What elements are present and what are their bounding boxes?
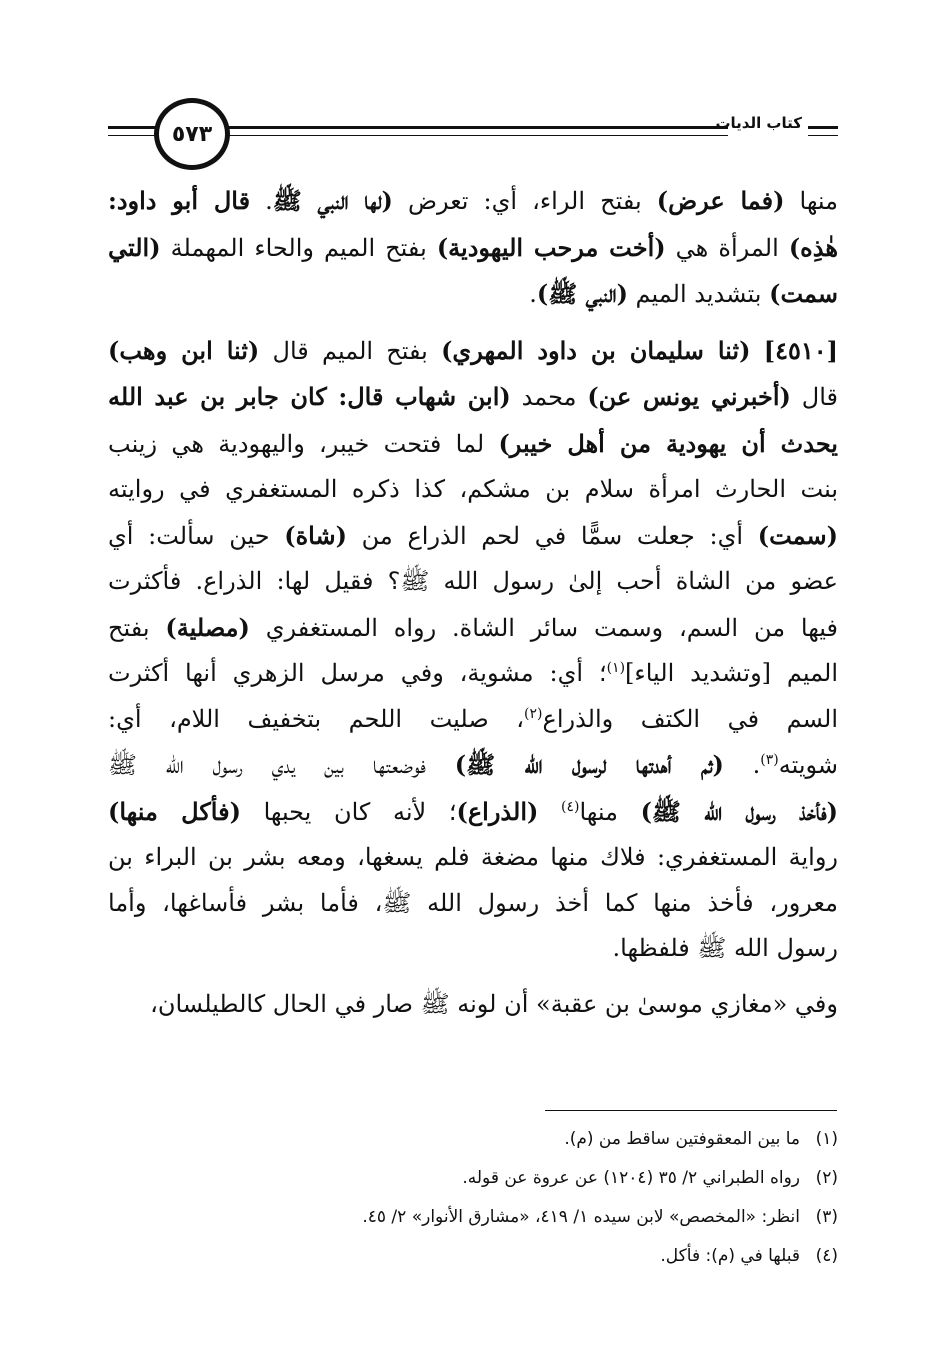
text-line: (فأخذ رسول الله ﷺ) منها$^{(٤)}$ (الذراع)؛ لأنه كان يحبها (فأكل منها) xyxy=(108,796,838,826)
main-text xyxy=(108,178,838,1027)
text-line: سمت) بتشديد الميم (النبي ﷺ). xyxy=(529,279,838,308)
footnote-text: انظر: «المخصص» لابن سيده ١/ ٤١٩، «مشارق الأنوار» ٢/ ٤٥. xyxy=(362,1207,800,1227)
text-line: (سمت) أي: جعلت سمًّا في لحم الذراع من (شاة) حين سألت: أي xyxy=(108,520,838,550)
text-line: قال (أخبرني يونس عن) محمد (ابن شهاب قال: كان جابر بن عبد الله xyxy=(108,382,838,411)
text-line: يحدث أن يهودية من أهل خيبر) لما فتحت خيبر، واليهودية هي زينب xyxy=(108,428,838,458)
text-line: رواية المستغفري: فلاك منها مضغة فلم يسغها، ومعه بشر بن البراء بن xyxy=(108,843,838,871)
text-line: شويته$^{(٣)}$. (ثم أهدتها لرسول الله ﷺ) فوضعتها بين يدي رسول الله ﷺ xyxy=(108,750,838,779)
text-line: السم في الكتف والذراع$^{(٢)}$، صليت اللحم بتخفيف اللام، أي: xyxy=(108,704,838,733)
footnote xyxy=(108,1198,838,1237)
footnote xyxy=(108,1159,838,1198)
text-line: بنت الحارث امرأة سلام بن مشكم، كذا ذكره المستغفري في روايته xyxy=(108,475,838,503)
paragraph-3 xyxy=(108,982,838,1028)
footnote-number: (١) xyxy=(815,1129,838,1149)
footnote xyxy=(108,1120,838,1159)
text-line: رسول الله ﷺ فلفظها. xyxy=(612,934,838,962)
text-line: وفي «مغازي موسىٰ بن عقبة» أن لونه ﷺ صار في الحال كالطيلسان، xyxy=(150,989,838,1018)
text-line: [٤٥١٠] (ثنا سليمان بن داود المهري) بفتح الميم قال (ثنا ابن وهب) xyxy=(108,335,838,365)
text-line: هٰذِه) المرأة هي (أخت مرحب اليهودية) بفتح الميم والحاء المهملة (التي xyxy=(108,232,838,262)
footnotes xyxy=(108,1120,838,1276)
page-number: ٥٧٣ xyxy=(154,98,230,170)
footnote-separator xyxy=(545,1110,837,1111)
running-title: كتاب الديات xyxy=(715,114,802,132)
footnote-number: (٣) xyxy=(815,1207,838,1227)
footnote xyxy=(108,1237,838,1276)
header-rule xyxy=(218,126,728,136)
header-rule xyxy=(808,126,838,136)
text-line: منها (فما عرض) بفتح الراء، أي: تعرض (لها النبي ﷺ. قال أبو داود: xyxy=(108,186,838,215)
footnote-text: قبلها في (م): فأكل. xyxy=(660,1246,800,1266)
footnote-number: (٢) xyxy=(815,1168,838,1188)
text-line: فيها من السم، وسمت سائر الشاة. رواه المستغفري (مصلية) بفتح xyxy=(108,612,838,642)
paragraph-2 xyxy=(108,328,838,972)
footnote-text: رواه الطبراني ٢/ ٣٥ (١٢٠٤) عن عروة عن قوله. xyxy=(462,1168,800,1188)
text-line: الميم [وتشديد الياء]$^{(١)}$؛ أي: مشوية، وفي مرسل الزهري أنها أكثرت xyxy=(108,659,838,687)
header-rule xyxy=(108,126,160,136)
text-line: معرور، فأخذ منها كما أخذ رسول الله ﷺ، فأما بشر فأساغها، وأما xyxy=(108,888,838,917)
footnote-text: ما بين المعقوفتين ساقط من (م). xyxy=(564,1129,800,1149)
page-header xyxy=(108,98,838,168)
paragraph-1 xyxy=(108,178,838,318)
text-line: عضو من الشاة أحب إلىٰ رسول الله ﷺ؟ فقيل لها: الذراع. فأكثرت xyxy=(108,567,838,595)
footnote-number: (٤) xyxy=(815,1246,838,1266)
